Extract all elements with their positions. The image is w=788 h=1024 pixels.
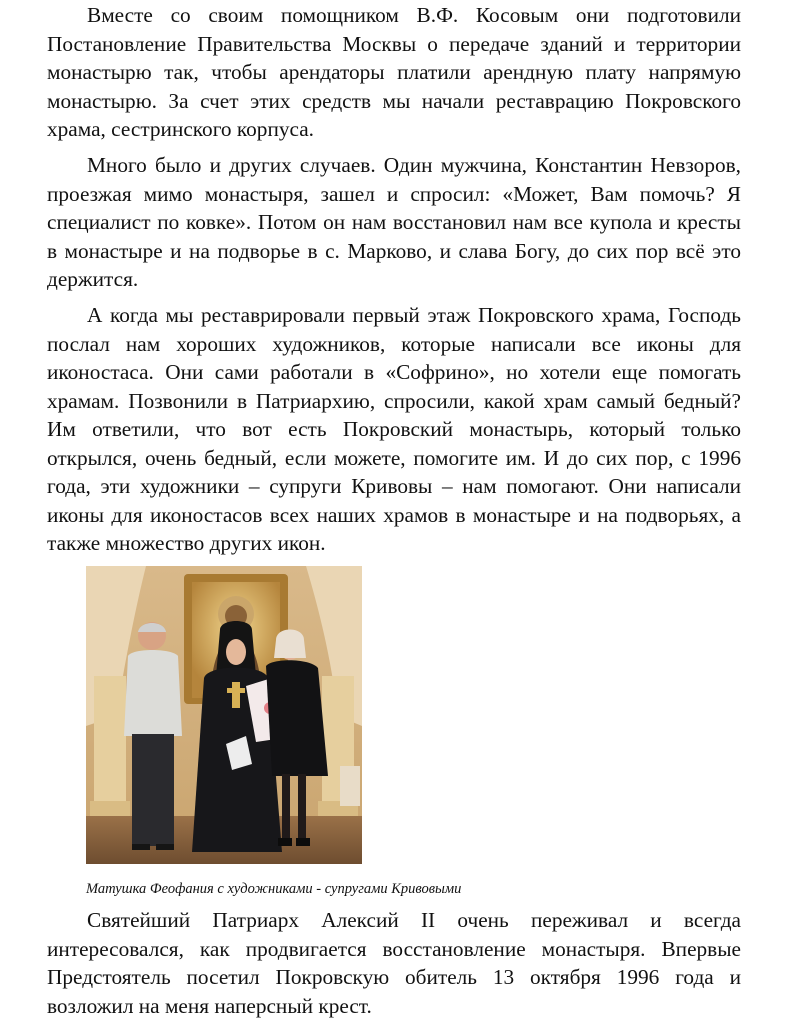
paragraph-2: Много было и других случаев. Один мужчина, Константин Невзоров, проезжая мимо монастыря, зашел и спросил: «Может, Вам помочь? Я специалист по ковке». Потом он нам восстановил нам все купола и кресты в монастыре и на подворье в с. Марково, и слава Богу, до сих пор всё это держится.	[47, 153, 741, 291]
paragraph-4: Святейший Патриарх Алексий II очень переживал и всегда интересовался, как продвигается восстановление монастыря. Впервые Предстоятель посетил Покровскую обитель 13 октября 1996 года и возложил на меня наперсный крест.	[47, 908, 741, 1018]
paragraph-1: Вместе со своим помощником В.Ф. Косовым они подготовили Постановление Правительства Москвы о передаче зданий и территории монастырю так, чтобы арендаторы платили арендную плату напрямую монастырю. За счет этих средств мы начали реставрацию Покровского храма, сестринского корпуса.	[47, 3, 741, 141]
photo-mother-feofania-with-painters	[86, 566, 362, 864]
photo-caption: Матушка Феофания с художниками - супругами Кривовыми	[86, 881, 462, 897]
paragraph-3: А когда мы реставрировали первый этаж Покровского храма, Господь послал нам хороших художников, которые написали все иконы для иконостаса. Они сами работали в «Софрино», но хотели еще помогать храмам. Позвонили в Патриархию, спросили, какой храм самый бедный? Им ответили, что вот есть Покровский монастырь, который только открылся, очень бедный, если можете, помогите им. И до сих пор, с 1996 года, эти художники – супруги Кривовы – нам помогают. Они написали иконы для иконостасов всех наших храмов в монастыре и на подворьях, а также множество других икон.	[47, 303, 741, 555]
